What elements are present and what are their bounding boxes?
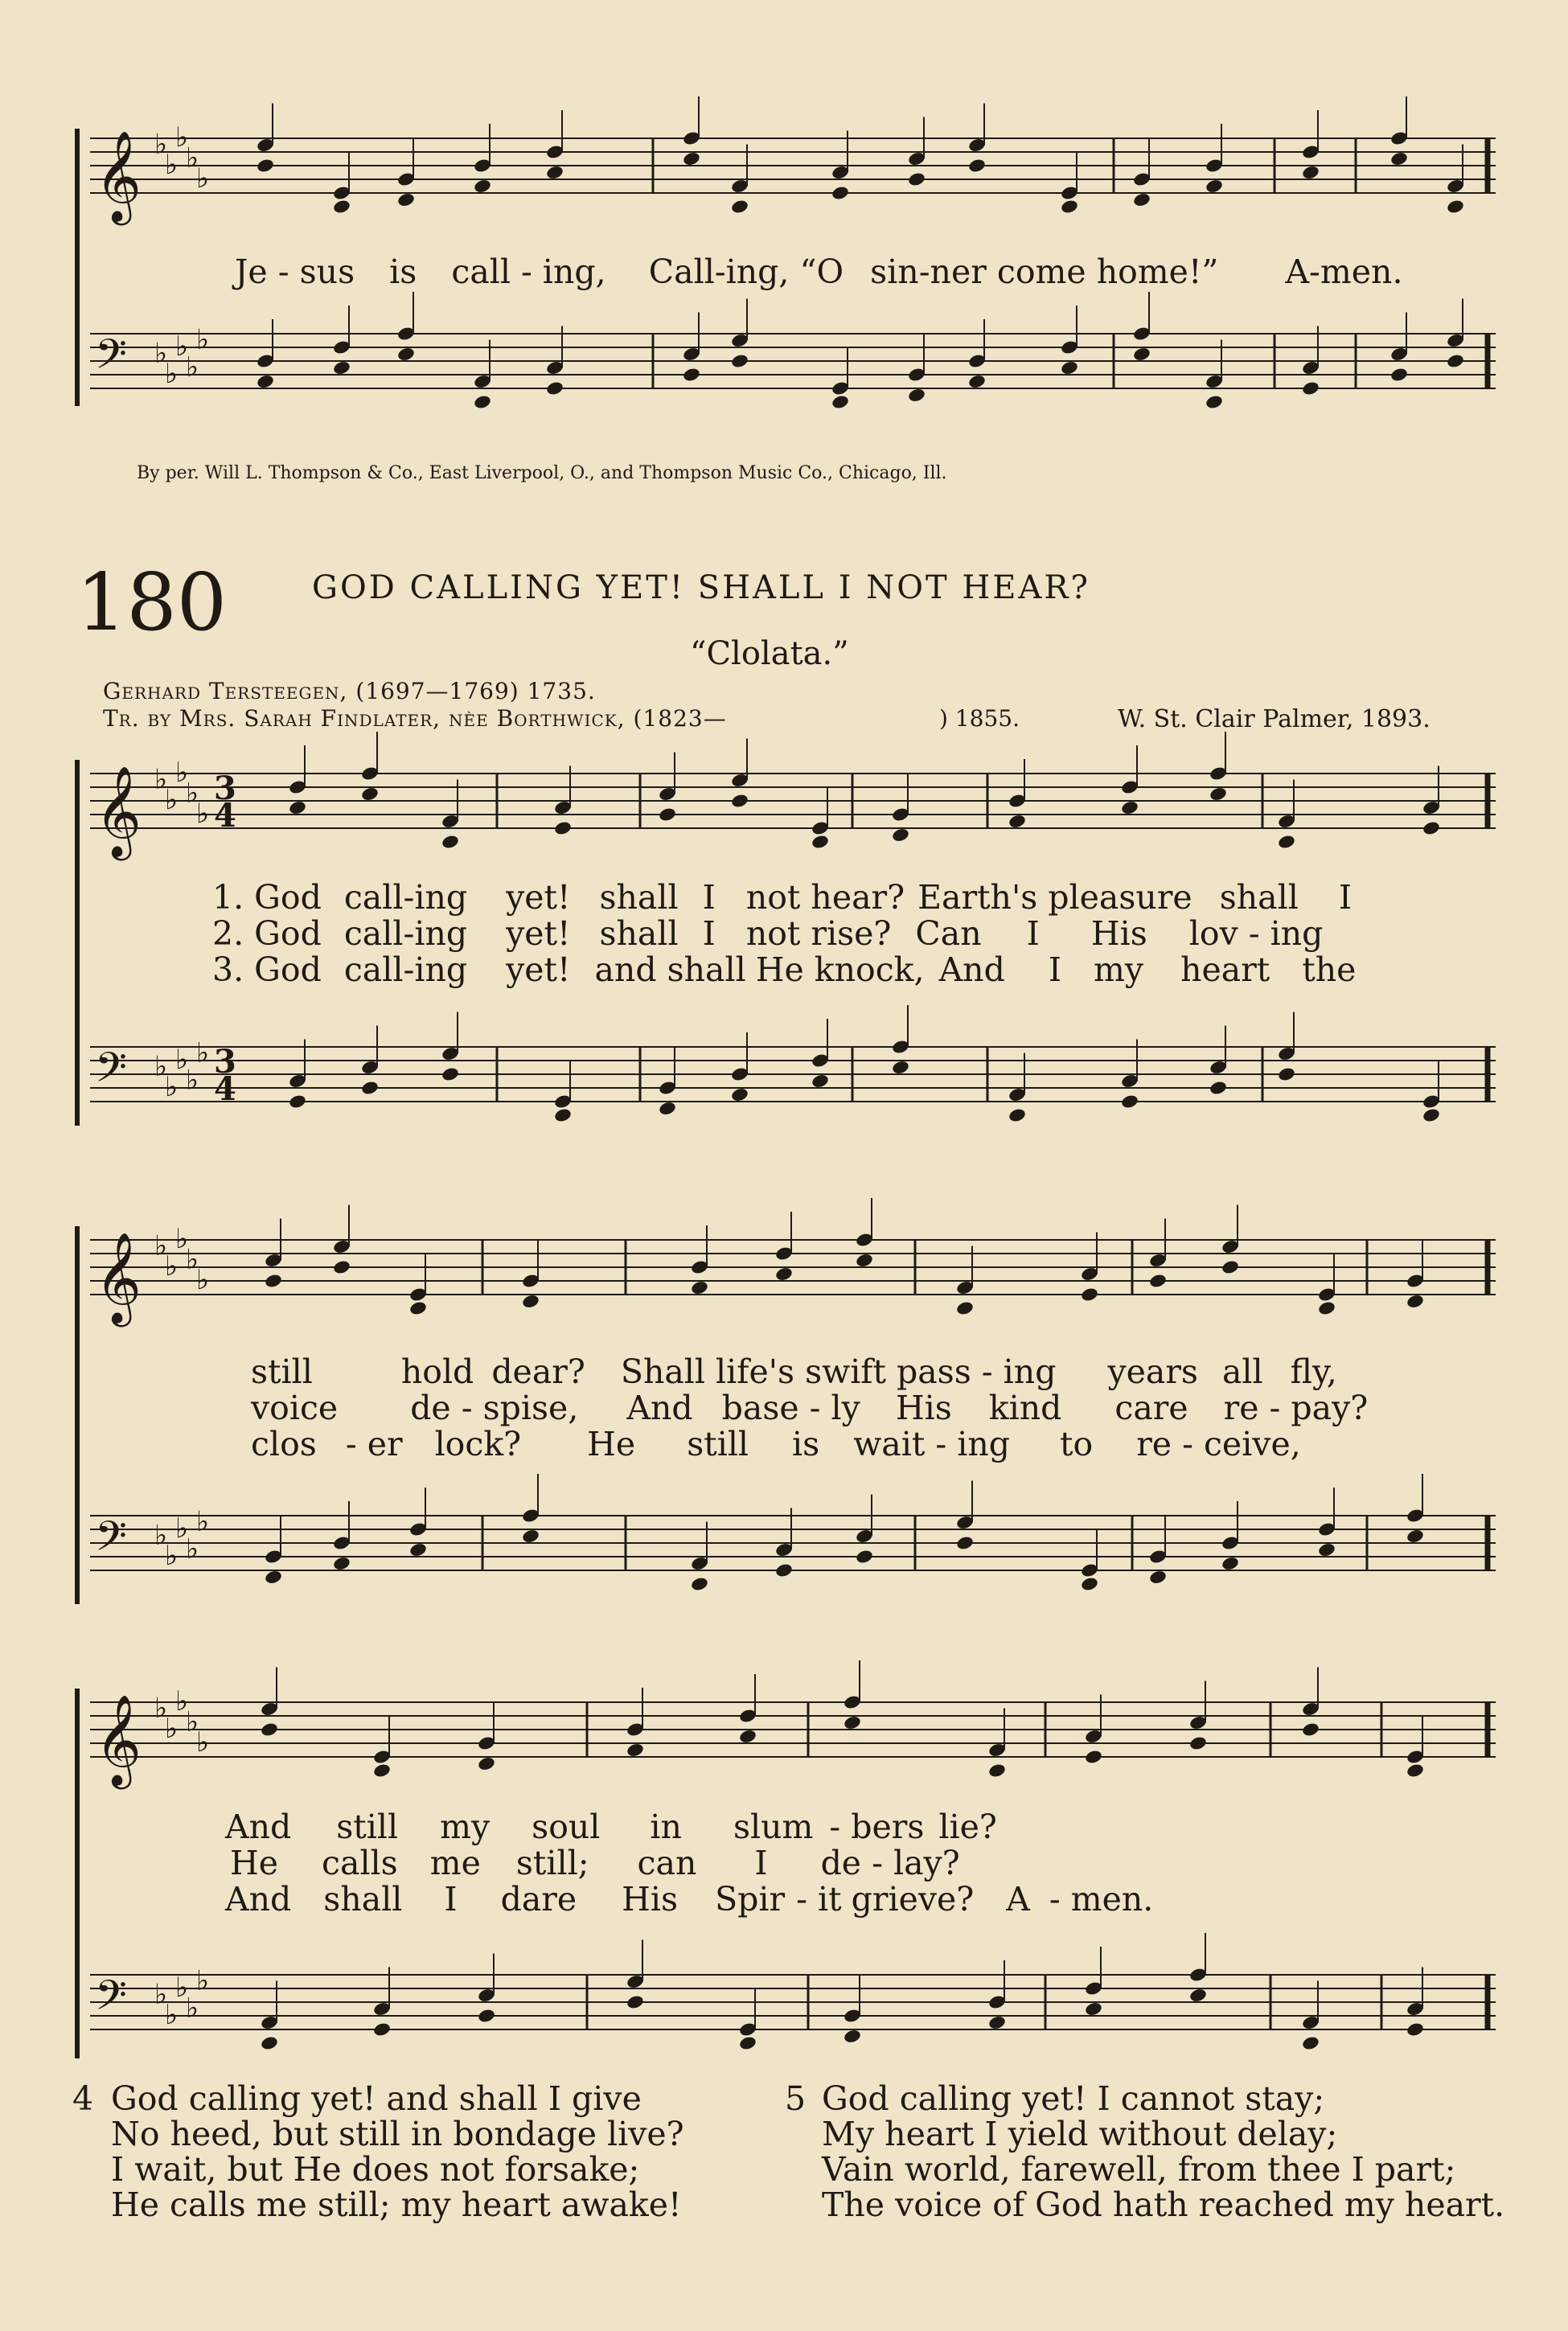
system-0-treble-note-head [1205, 179, 1224, 195]
system-3-bass-note-head [738, 2035, 757, 2051]
system-3-bass-note-head [987, 2015, 1007, 2031]
system-2-bass-note-head [774, 1562, 794, 1578]
flat-sign-icon: ♭ [165, 358, 179, 390]
system-1-treble-note-head [1008, 814, 1027, 830]
system-1-bass-note-head [658, 1101, 677, 1117]
stanza-5-line: God calling yet! I cannot stay; [822, 2079, 1325, 2118]
system-0-bass-note-head [1446, 353, 1465, 369]
system-1-treble-note-head [441, 834, 460, 850]
system-3-treble-note-head [1301, 1722, 1320, 1738]
flat-sign-icon: ♭ [175, 1512, 189, 1545]
flat-sign-icon: ♭ [154, 1050, 168, 1083]
system-0-treble-note-head [473, 179, 492, 195]
flat-sign-icon: ♭ [165, 1540, 179, 1572]
system-2-treble-note-head [1317, 1300, 1336, 1316]
system-1-bass-note-head [1277, 1066, 1296, 1082]
time-signature-bottom: 4 [214, 1070, 236, 1108]
verse-3-line-3: And shall I dare His Spir - it grieve? A - men. [225, 1880, 1154, 1919]
system-0-treble-note-head [1132, 192, 1151, 208]
system-2-treble-note-head [332, 1259, 351, 1275]
flat-sign-icon: ♭ [196, 1036, 210, 1069]
verse-2-line-2: voice de - spise, And base - ly His kind care re - pay? [251, 1389, 1369, 1427]
system-2-bass-note-head [1406, 1529, 1425, 1545]
system-0-treble-note-head [967, 158, 987, 174]
system-3-treble-note-head [843, 1715, 862, 1731]
flat-sign-icon: ♭ [196, 323, 210, 356]
system-3-treble-note-head [1084, 1749, 1103, 1765]
flat-sign-icon: ♭ [175, 1972, 189, 2004]
system-2-bass-note-head [332, 1556, 351, 1572]
system-0-treble-note-head [1389, 151, 1409, 167]
system-1-treble-note-head [553, 820, 573, 836]
stanza-4-line: I wait, but He does not forsake; [111, 2150, 640, 2189]
flat-sign-icon: ♭ [165, 1250, 179, 1282]
system-2-treble-note-head [1406, 1294, 1425, 1310]
system-3-treble-note-head [372, 1763, 392, 1779]
system-0-bass-note-head [1132, 347, 1151, 363]
flat-sign-icon: ♭ [175, 1223, 189, 1255]
flat-sign-icon: ♭ [186, 777, 199, 810]
system-0-treble-note-head [682, 151, 701, 167]
system-3-bass-note-head [1301, 2035, 1320, 2051]
flat-sign-icon: ♭ [196, 1964, 210, 1997]
flat-sign-icon: ♭ [196, 798, 210, 830]
system-1-treble-note-head [730, 793, 749, 809]
verse-1-line-3: And still my soul in slum - bers lie? [225, 1808, 997, 1846]
flat-sign-icon: ♭ [196, 162, 210, 195]
system-0-bass-note-head [831, 394, 850, 410]
system-2-bass-note-head [1317, 1542, 1336, 1558]
bass-clef-icon: 𝄢 [95, 1971, 127, 2029]
flat-sign-icon: ♭ [196, 1726, 210, 1759]
system-2-treble-note-head [1148, 1273, 1168, 1289]
system-1-treble-note-head [1120, 800, 1139, 816]
verse-3-line-2: clos - er lock? He still is wait - ing to re - ceive, [251, 1425, 1301, 1463]
system-2-treble-note-head [955, 1300, 975, 1316]
system-0-treble-note-head [907, 171, 926, 187]
system-3-treble-note-head [1188, 1735, 1208, 1751]
system-0-bass-note-head [1301, 380, 1320, 396]
flat-sign-icon: ♭ [165, 784, 179, 816]
system-1-treble-note-head [288, 800, 307, 816]
system-2-bass-note-head [855, 1549, 874, 1565]
system-0-treble-note-head [1301, 165, 1320, 181]
system-3-bass-note-head [1406, 2021, 1425, 2038]
system-0-bass-note-head [332, 360, 351, 376]
permission-credit: By per. Will L. Thompson & Co., East Liverpool, O., and Thompson Music Co., Chicago, Ill. [137, 463, 947, 483]
system-3-bass-note-head [260, 2035, 279, 2051]
translator-credit: Tr. by Mrs. Sarah Findlater, nèe Borthwick, (1823— [103, 705, 727, 732]
system-0-bass-note-head [256, 374, 275, 390]
flat-sign-icon: ♭ [154, 763, 168, 796]
system-1-bass-note-head [553, 1107, 573, 1123]
hymn-title: GOD CALLING YET! SHALL I NOT HEAR? [312, 569, 1090, 606]
flat-sign-icon: ♭ [175, 1044, 189, 1076]
system-0-bass-note-head [1060, 360, 1079, 376]
stanza-4 [72, 2081, 748, 2222]
system-3-bass-note-head [1084, 2001, 1103, 2017]
stanza-4-line: No heed, but still in bondage live? [111, 2115, 684, 2153]
system-3-treble-note-head [987, 1763, 1007, 1779]
system-1-treble-note-head [360, 786, 380, 802]
verse-3-line-1: 3. God call-ing yet! and shall He knock, And I my heart the [212, 950, 1357, 989]
system-1-bass-note-head [891, 1060, 910, 1076]
system-3-treble-note-head [626, 1742, 645, 1759]
system-3-treble-note-head [1406, 1763, 1425, 1779]
system-2-treble-note-head [1080, 1287, 1099, 1303]
flat-sign-icon: ♭ [154, 1519, 168, 1552]
system-1-treble-note-head [891, 827, 910, 843]
system-3-bass-note-head [372, 2021, 392, 2038]
time-signature-bottom: 4 [214, 797, 236, 835]
system-0-treble-note-head [256, 158, 275, 174]
system-0-bass-note-head [967, 374, 987, 390]
tune-name: “Clolata.” [690, 635, 849, 672]
system-1-bass-note-head [288, 1094, 307, 1110]
system-1-bass-note-head [811, 1073, 830, 1090]
system-0-treble-note-head [831, 185, 850, 201]
system-1-bass-note-head [1422, 1107, 1441, 1123]
flat-sign-icon: ♭ [175, 330, 189, 363]
flat-sign-icon: ♭ [186, 1533, 199, 1566]
system-2-bass-note-head [408, 1542, 428, 1558]
system-2-bass-note-head [521, 1529, 540, 1545]
system-1-bass-note-head [1209, 1080, 1228, 1096]
system-0-treble-note-head [545, 165, 564, 181]
system-2-bass-note-head [1221, 1556, 1240, 1572]
system-1-bass-note-head [1008, 1107, 1027, 1123]
flat-sign-icon: ♭ [196, 1264, 210, 1296]
bass-clef-icon: 𝄢 [95, 1512, 127, 1570]
flat-sign-icon: ♭ [186, 351, 199, 384]
verse-2-line-1: 2. God call-ing yet! shall I not rise? Can I His lov - ing [212, 914, 1324, 953]
bass-clef-icon: 𝄢 [95, 330, 127, 388]
system-1-bass-note-head [441, 1066, 460, 1082]
time-signature-top: 3 [214, 1043, 236, 1081]
system-2-treble-note-head [855, 1253, 874, 1269]
system-1-treble-note-head [658, 806, 677, 823]
system-3-treble-note-head [260, 1722, 279, 1738]
system-0-treble-note-head [332, 199, 351, 215]
system-0-bass-note-head [396, 347, 416, 363]
first-hymn-lyric: Je - sus is call - ing, Call-ing, “O sin-ner come home!” A-men. [235, 252, 1403, 291]
translator-years: ) 1855. [939, 705, 1020, 732]
flat-sign-icon: ♭ [165, 1999, 179, 2031]
stanza-5-line: The voice of God hath reached my heart. [822, 2185, 1505, 2224]
system-1-bass-note-head [1120, 1094, 1139, 1110]
bass-clef-icon: 𝄢 [95, 1043, 127, 1102]
system-1-treble-note-head [1422, 820, 1441, 836]
verse-1-line-2: still hold dear? Shall life's swift pass - ing years all fly, [251, 1352, 1337, 1391]
system-0-bass-note-head [682, 367, 701, 383]
system-2-treble-note-head [521, 1294, 540, 1310]
flat-sign-icon: ♭ [154, 1229, 168, 1262]
system-3-bass-note-head [626, 1994, 645, 2010]
system-2-treble-note-head [774, 1266, 794, 1282]
stanza-5-number: 5 [785, 2079, 807, 2118]
system-1-bass-note-head [730, 1087, 749, 1103]
stanza-4-number: 4 [72, 2079, 94, 2118]
system-3-bass-note-head [477, 2008, 496, 2024]
flat-sign-icon: ♭ [196, 1505, 210, 1538]
hymn-number: 180 [76, 557, 228, 649]
system-2-treble-note-head [690, 1280, 709, 1296]
system-0-bass-note-head [473, 394, 492, 410]
system-3-treble-note-head [738, 1729, 757, 1745]
flat-sign-icon: ♭ [154, 1978, 168, 2011]
stanza-5-line: Vain world, farewell, from thee I part; [822, 2150, 1456, 2189]
system-2-treble-note-head [264, 1273, 283, 1289]
system-2-bass-note-head [955, 1535, 975, 1551]
time-signature-top: 3 [214, 769, 236, 807]
system-1-treble-note-head [1277, 834, 1296, 850]
system-0-treble-note-head [1446, 199, 1465, 215]
stanza-4-line: He calls me still; my heart awake! [111, 2185, 682, 2224]
author-credit: Gerhard Tersteegen, (1697—1769) 1735. [103, 678, 596, 704]
flat-sign-icon: ♭ [165, 1071, 179, 1103]
flat-sign-icon: ♭ [154, 337, 168, 370]
system-2-treble-note-head [408, 1300, 428, 1316]
system-2-bass-note-head [690, 1576, 709, 1592]
flat-sign-icon: ♭ [175, 757, 189, 789]
stanza-4-line: God calling yet! and shall I give [111, 2079, 642, 2118]
flat-sign-icon: ♭ [186, 1705, 199, 1738]
system-1-bass-note-head [360, 1080, 380, 1096]
flat-sign-icon: ♭ [175, 121, 189, 154]
system-0-bass-note-head [545, 380, 564, 396]
verse-2-line-3: He calls me still; can I de - lay? [230, 1844, 960, 1882]
stanza-5-line: My heart I yield without delay; [822, 2115, 1338, 2153]
system-0-bass-note-head [730, 353, 749, 369]
treble-clef-icon: 𝄞 [95, 130, 142, 222]
system-0-treble-note-head [1060, 199, 1079, 215]
treble-clef-icon: 𝄞 [95, 1694, 142, 1786]
flat-sign-icon: ♭ [154, 1692, 168, 1725]
system-1-treble-note-head [1209, 786, 1228, 802]
system-2-bass-note-head [264, 1570, 283, 1586]
flat-sign-icon: ♭ [165, 149, 179, 181]
flat-sign-icon: ♭ [186, 1992, 199, 2025]
verse-1-line-1: 1. God call-ing yet! shall I not hear? Earth's pleasure shall I [212, 878, 1353, 917]
stanza-5 [785, 2081, 1508, 2222]
system-2-bass-note-head [1080, 1576, 1099, 1592]
system-3-treble-note-head [477, 1756, 496, 1772]
system-0-treble-note-head [396, 192, 416, 208]
system-2-treble-note-head [1221, 1259, 1240, 1275]
system-3-bass-note-head [1188, 1988, 1208, 2004]
flat-sign-icon: ♭ [165, 1713, 179, 1745]
system-2-bass-note-head [1148, 1570, 1168, 1586]
flat-sign-icon: ♭ [186, 142, 199, 174]
system-0-bass-note-head [1205, 394, 1224, 410]
flat-sign-icon: ♭ [175, 1685, 189, 1717]
flat-sign-icon: ♭ [186, 1064, 199, 1097]
flat-sign-icon: ♭ [186, 1243, 199, 1276]
flat-sign-icon: ♭ [154, 128, 168, 161]
system-1-treble-note-head [811, 834, 830, 850]
treble-clef-icon: 𝄞 [95, 1232, 142, 1323]
treble-clef-icon: 𝄞 [95, 765, 142, 857]
system-0-bass-note-head [907, 388, 926, 404]
composer-credit: W. St. Clair Palmer, 1893. [1118, 705, 1430, 733]
system-0-bass-note-head [1389, 367, 1409, 383]
system-3-bass-note-head [843, 2029, 862, 2045]
system-0-treble-note-head [730, 199, 749, 215]
